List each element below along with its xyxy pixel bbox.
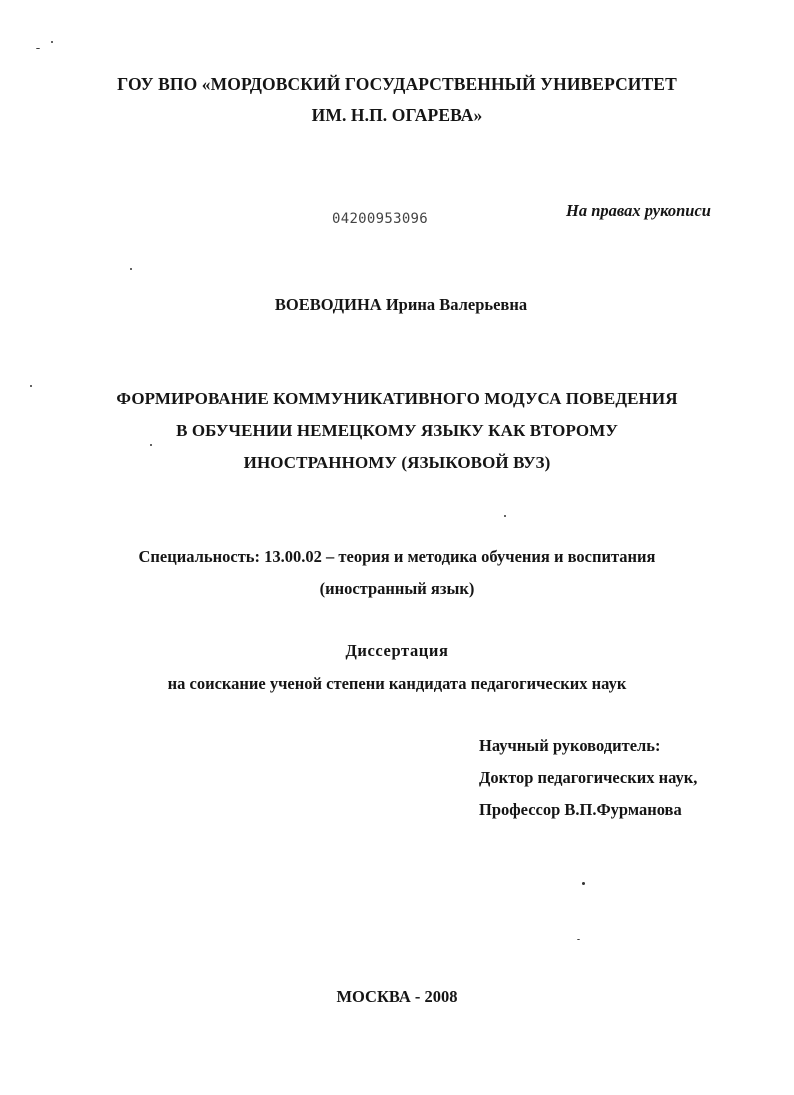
scan-speck xyxy=(36,48,40,49)
author-surname: ВОЕВОДИНА xyxy=(274,295,382,314)
place-and-year: МОСКВА - 2008 xyxy=(336,987,458,1006)
author-name xyxy=(0,295,794,315)
institution-line-1: ГОУ ВПО «МОРДОВСКИЙ ГОСУДАРСТВЕННЫЙ УНИВЕРСИТЕТ xyxy=(117,74,677,94)
library-stamp-number: 04200953096 xyxy=(332,211,429,227)
supervisor-label: Научный руководитель: xyxy=(479,736,661,755)
scan-speck xyxy=(504,515,506,517)
title-line-1: ФОРМИРОВАНИЕ КОММУНИКАТИВНОГО МОДУСА ПОВЕДЕНИЯ xyxy=(116,389,678,408)
author-given-names: Ирина Валерьевна xyxy=(385,295,528,314)
supervisor-degree: Доктор педагогических наук, xyxy=(479,768,698,787)
scan-speck xyxy=(51,41,53,43)
title-line-2: В ОБУЧЕНИИ НЕМЕЦКОМУ ЯЗЫКУ КАК ВТОРОМУ xyxy=(176,421,618,440)
supervisor-name: Профессор В.П.Фурманова xyxy=(479,800,682,819)
specialty-line-1: Специальность: 13.00.02 – теория и методика обучения и воспитания xyxy=(138,547,656,566)
scan-speck xyxy=(577,939,580,940)
scan-speck xyxy=(150,444,152,446)
work-type-heading: Диссертация xyxy=(345,641,449,660)
rights-note: На правах рукописи xyxy=(566,201,711,220)
institution-line-2: ИМ. Н.П. ОГАРЕВА» xyxy=(311,105,483,125)
specialty-line-2: (иностранный язык) xyxy=(319,579,475,598)
work-type-subtitle: на соискание ученой степени кандидата педагогических наук xyxy=(167,674,627,693)
scan-speck xyxy=(30,385,32,387)
scan-speck xyxy=(582,882,585,885)
title-line-3: ИНОСТРАННОМУ (ЯЗЫКОВОЙ ВУЗ) xyxy=(243,453,551,472)
scan-speck xyxy=(130,268,132,270)
